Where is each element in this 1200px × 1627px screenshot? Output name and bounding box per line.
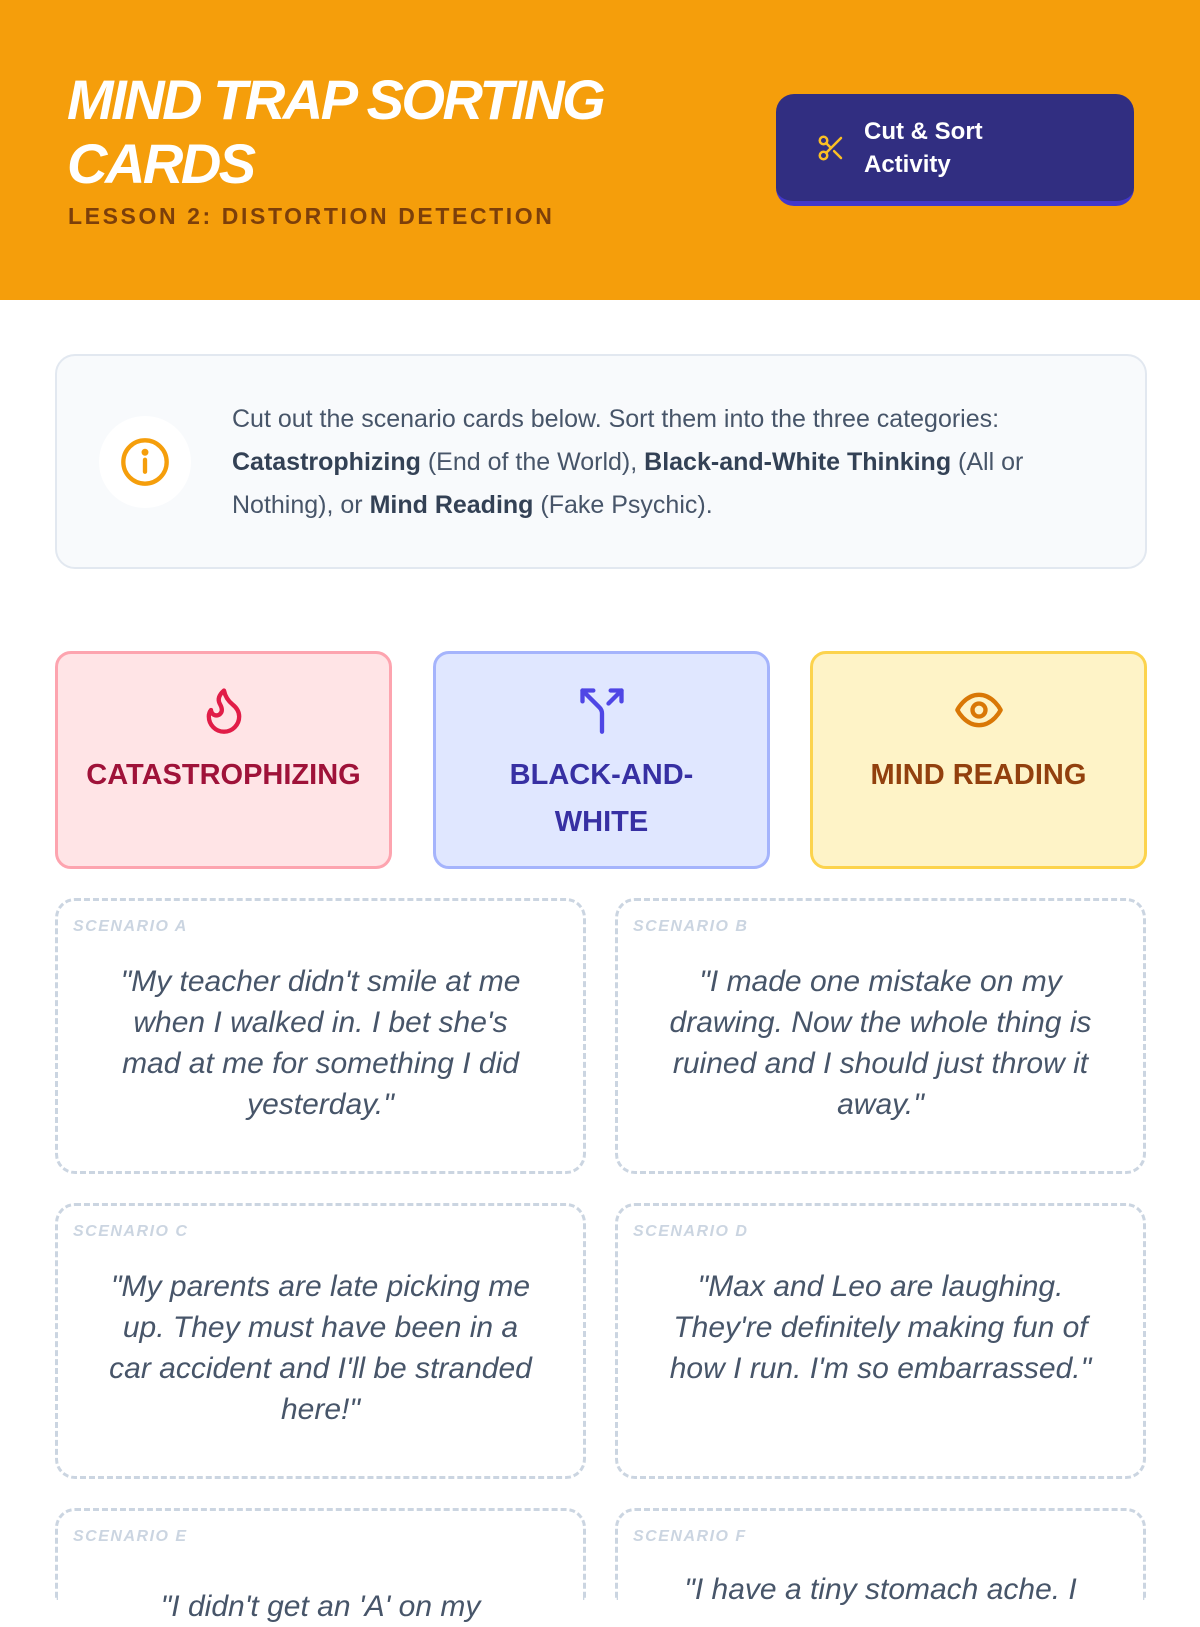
scenario-label: SCENARIO E	[73, 1528, 188, 1545]
scenario-card-b[interactable]	[615, 898, 1146, 1174]
eye-icon	[953, 684, 1005, 736]
instructions-text	[232, 398, 1112, 527]
scenario-card-c[interactable]	[55, 1203, 586, 1479]
category-label: CATASTROPHIZING	[86, 759, 361, 791]
split-arrow-icon	[576, 684, 628, 736]
page-header	[0, 0, 1200, 300]
scissors-icon	[816, 133, 846, 163]
scenario-card-e[interactable]	[55, 1508, 586, 1623]
scenario-card-d[interactable]	[615, 1203, 1146, 1479]
category-catastrophizing[interactable]	[55, 651, 392, 869]
page-title: MIND TRAP SORTING CARDS	[67, 68, 604, 195]
scenario-quote: "I made one mistake on my drawing. Now the whole thing is ruined and I should just throw it away."	[669, 965, 1092, 1121]
info-icon	[119, 436, 171, 488]
term-black-and-white-desc: (All or Nothing), or	[232, 448, 1024, 519]
scenario-label: SCENARIO B	[633, 918, 749, 935]
flame-icon	[198, 684, 250, 736]
scenario-quote: "I have a tiny stomach ache. I	[684, 1573, 1077, 1606]
scenario-label: SCENARIO A	[73, 918, 188, 935]
scenario-quote: "My teacher didn't smile at me when I walked in. I bet she's mad at me for something I did yesterday."	[120, 965, 521, 1121]
activity-badge-label: Cut & Sort Activity	[864, 117, 983, 178]
scenario-card-a[interactable]	[55, 898, 586, 1174]
scenario-card-f[interactable]	[615, 1508, 1146, 1606]
category-label: BLACK-AND-WHITE	[509, 759, 694, 838]
term-catastrophizing-desc: (End of the World),	[420, 448, 645, 476]
instructions-intro: Cut out the scenario cards below. Sort them into the three categories:	[232, 405, 1000, 433]
activity-badge[interactable]	[776, 94, 1134, 206]
page-subtitle: LESSON 2: DISTORTION DETECTION	[68, 203, 555, 229]
scenario-label: SCENARIO D	[633, 1223, 749, 1240]
info-icon-circle	[99, 416, 191, 508]
term-mind-reading-desc: (Fake Psychic).	[533, 491, 713, 519]
scenario-quote: "I didn't get an 'A' on my	[160, 1590, 481, 1623]
scenario-label: SCENARIO C	[73, 1223, 189, 1240]
term-black-and-white: Black-and-White Thinking	[644, 448, 952, 476]
term-catastrophizing: Catastrophizing	[232, 448, 421, 476]
term-mind-reading: Mind Reading	[369, 491, 534, 519]
scenario-quote: "Max and Leo are laughing. They're definitely making fun of how I run. I'm so embarrassed."	[669, 1270, 1092, 1385]
category-label: MIND READING	[870, 759, 1087, 791]
category-black-and-white[interactable]	[433, 651, 770, 869]
scenario-label: SCENARIO F	[633, 1528, 747, 1545]
category-mind-reading[interactable]	[810, 651, 1147, 869]
instructions-panel	[55, 354, 1147, 569]
scenario-quote: "My parents are late picking me up. They must have been in a car accident and I'll be stranded here!"	[109, 1270, 532, 1426]
